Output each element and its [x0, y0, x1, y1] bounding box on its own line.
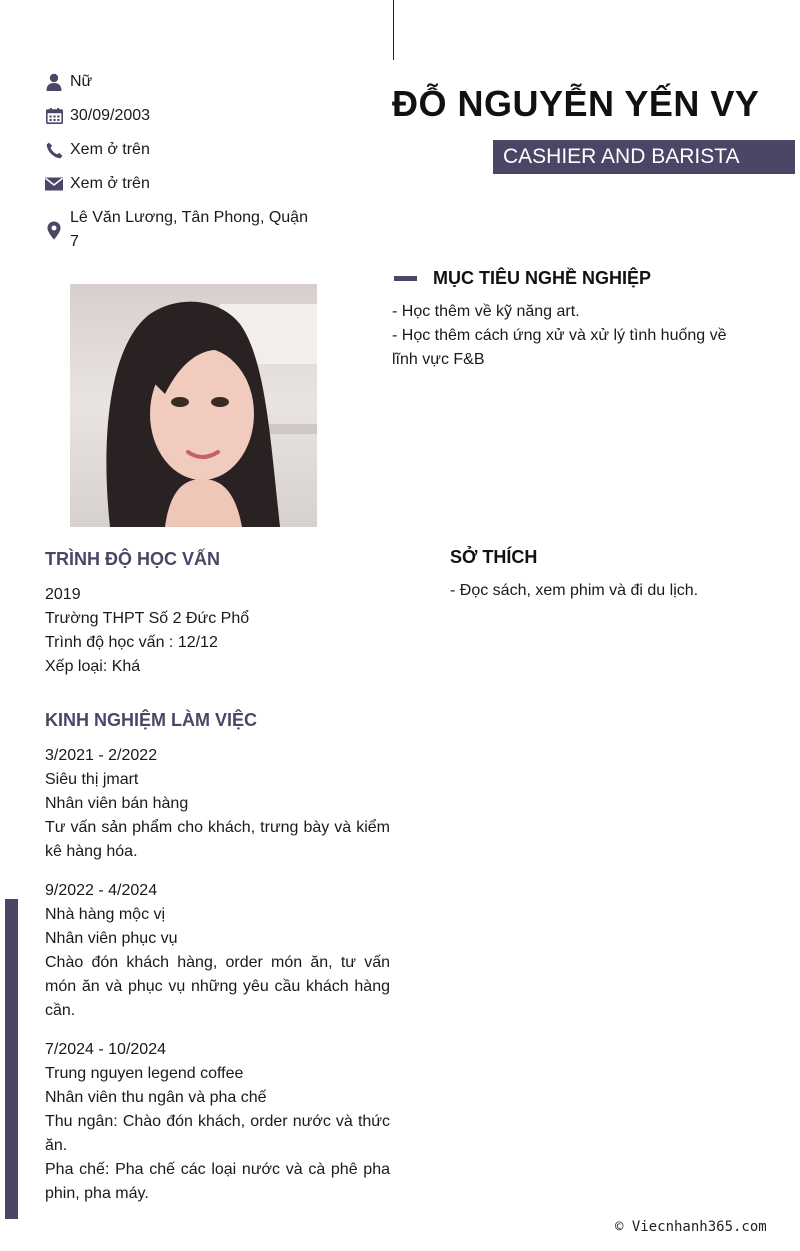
top-divider-line [393, 0, 394, 60]
experience-position: Nhân viên bán hàng [45, 795, 189, 812]
experience-description: Tư vấn sản phẩm cho khách, trưng bày và kiểm kê hàng hóa. [45, 819, 390, 860]
experience-item [45, 1038, 390, 1206]
contact-email [45, 172, 320, 196]
calendar-icon [45, 104, 63, 128]
hobbies-title: SỞ THÍCH [450, 547, 538, 567]
experience-item [45, 879, 390, 1023]
footer-copyright: © Viecnhanh365.com [615, 1219, 767, 1235]
experience-position: Nhân viên thu ngân và pha chế [45, 1089, 267, 1106]
experience-position: Nhân viên phục vụ [45, 930, 178, 947]
profile-photo [70, 284, 317, 527]
section-dash-marker [394, 276, 417, 281]
objective-line: - Học thêm về kỹ năng art. [392, 303, 580, 320]
dob-text: 30/09/2003 [70, 107, 151, 124]
hobbies-text: - Đọc sách, xem phim và đi du lịch. [450, 582, 699, 599]
phone-text: Xem ở trên [70, 141, 150, 158]
education-grade: Xếp loại: Khá [45, 658, 141, 675]
experience-description: Pha chế: Pha chế các loại nước và cà phê pha phin, pha máy. [45, 1161, 390, 1202]
location-pin-icon [45, 206, 63, 254]
experience-company: Siêu thị jmart [45, 771, 139, 788]
experience-period: 9/2022 - 4/2024 [45, 882, 158, 899]
experience-company: Nhà hàng mộc vị [45, 906, 166, 923]
experience-description: Thu ngân: Chào đón khách, order nước và thức ăn. [45, 1113, 390, 1154]
candidate-name: ĐỖ NGUYỄN YẾN VY [392, 83, 760, 124]
left-accent-bar [5, 899, 18, 1219]
contact-gender [45, 70, 320, 94]
person-icon [45, 70, 63, 94]
education-school: Trường THPT Số 2 Đức Phổ [45, 610, 250, 627]
contact-address [45, 206, 320, 254]
experience-title: KINH NGHIỆM LÀM VIỆC [45, 710, 258, 730]
education-year: 2019 [45, 586, 81, 603]
gender-text: Nữ [70, 73, 93, 90]
experience-item [45, 744, 390, 864]
education-title: TRÌNH ĐỘ HỌC VẤN [45, 549, 220, 569]
phone-icon [45, 138, 63, 162]
contact-dob [45, 104, 320, 128]
experience-period: 7/2024 - 10/2024 [45, 1041, 166, 1058]
email-text: Xem ở trên [70, 175, 150, 192]
objective-title: MỤC TIÊU NGHỀ NGHIỆP [433, 268, 652, 288]
mail-icon [45, 172, 63, 196]
address-text: Lê Văn Lương, Tân Phong, Quận 7 [70, 209, 308, 250]
experience-description: Chào đón khách hàng, order món ăn, tư vấn món ăn và phục vụ những yêu cầu khách hàng cần. [45, 954, 390, 1019]
job-title-badge: CASHIER AND BARISTA [493, 140, 795, 174]
objective-content [392, 300, 732, 372]
experience-period: 3/2021 - 2/2022 [45, 747, 158, 764]
contact-phone [45, 138, 320, 162]
education-content [45, 583, 390, 679]
experience-company: Trung nguyen legend coffee [45, 1065, 244, 1082]
objective-line: - Học thêm cách ứng xử và xử lý tình huống về lĩnh vực F&B [392, 327, 727, 368]
education-level: Trình độ học vấn : 12/12 [45, 634, 218, 651]
